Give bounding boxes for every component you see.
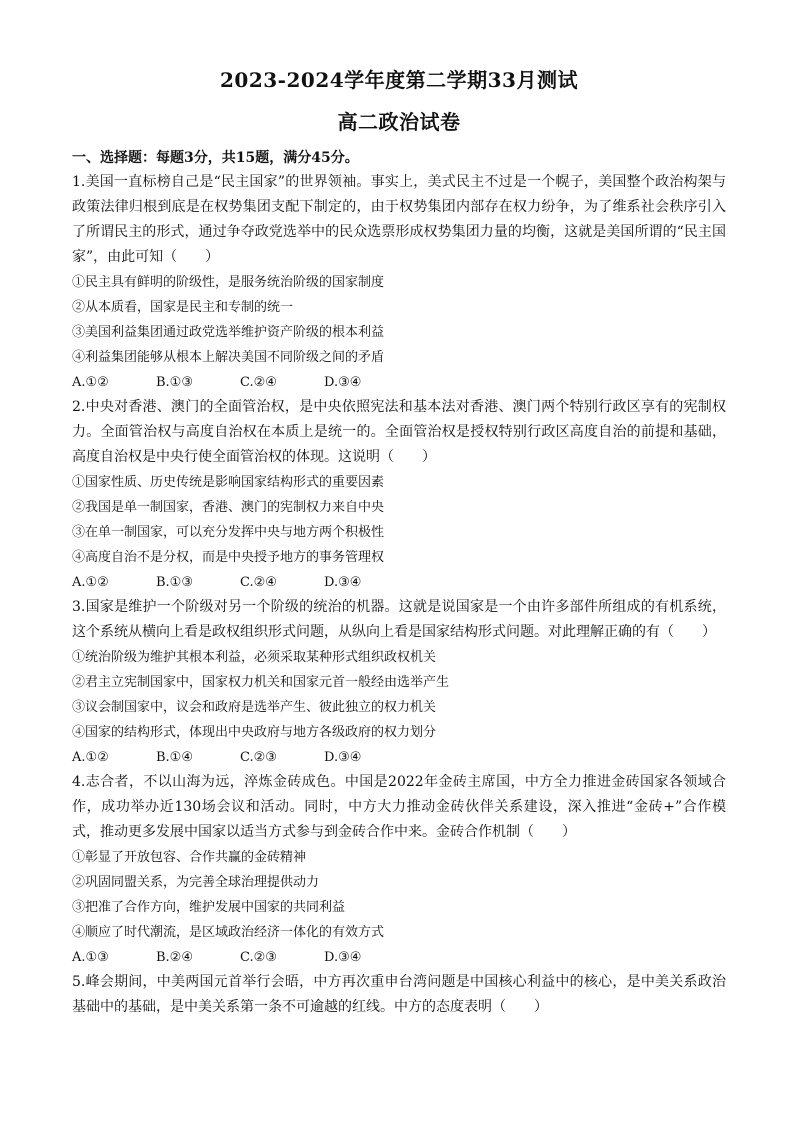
section-heading: 一、选择题：每题3分，共15题，满分45分。 <box>72 150 359 166</box>
option-item: ②巩固同盟关系，为完善全球治理提供动力 <box>72 875 320 890</box>
exam-subtitle: 高二政治试卷 <box>337 110 461 134</box>
question-stem: 5.峰会期间，中美两国元首举行会晤，中方再次重申台湾问题是中国核心利益中的核心，是中美关系政治基础中的基础，是中美关系第一条不可逾越的红线。中方的态度表明（ ） <box>72 974 726 1015</box>
choice-d: D.③④ <box>324 950 362 965</box>
choice-c: C.②③ <box>240 750 277 765</box>
question-2 <box>72 395 726 595</box>
option-item: ①国家性质、历史传统是影响国家结构形式的重要因素 <box>72 475 385 490</box>
question-stem: 3.国家是维护一个阶级对另一个阶级的统治的机器。这就是说国家是一个由许多部件所组成的有机系统，这个系统从横向上看是政权组织形式问题，从纵向上看是国家结构形式问题。对此理解正确的有（ ） <box>72 599 726 640</box>
choice-b: B.①④ <box>156 750 193 765</box>
choice-b: B.②④ <box>156 950 193 965</box>
answer-choices <box>72 945 726 970</box>
question-4 <box>72 770 726 970</box>
answer-choices <box>72 570 726 595</box>
option-item: ④顺应了时代潮流，是区域政治经济一体化的有效方式 <box>72 925 385 940</box>
question-stem: 4.志合者，不以山海为远，淬炼金砖成色。中国是2022年金砖主席国，中方全力推进金砖国家各领域合作，成功举办近130场会议和活动。同时，中方大力推动金砖伙伴关系建设，深入推进“金砖+”合作模式，推动更多发展中国家以适当方式参与到金砖合作中来。金砖合作机制（ ） <box>72 774 726 840</box>
option-item: ④利益集团能够从根本上解决美国不同阶级之间的矛盾 <box>72 350 385 365</box>
option-item: ③议会制国家中，议会和政府是选举产生、彼此独立的权力机关 <box>72 700 437 715</box>
option-item: ②从本质看，国家是民主和专制的统一 <box>72 300 294 315</box>
question-1 <box>72 170 726 395</box>
choice-d: D.③④ <box>324 750 362 765</box>
choice-b: B.①③ <box>156 575 193 590</box>
option-item: ④国家的结构形式，体现出中央政府与地方各级政府的权力划分 <box>72 725 437 740</box>
option-item: ①民主具有鲜明的阶级性，是服务统治阶级的国家制度 <box>72 275 385 290</box>
choice-a: A.①② <box>72 750 109 765</box>
exam-title: 2023-2024学年度第二学期33月测试 <box>220 68 578 92</box>
option-item: ②君主立宪制国家中，国家权力机关和国家元首一般经由选举产生 <box>72 675 450 690</box>
choice-b: B.①③ <box>156 375 193 390</box>
question-3 <box>72 595 726 770</box>
question-stem: 2.中央对香港、澳门的全面管治权，是中央依照宪法和基本法对香港、澳门两个特别行政区享有的宪制权力。全面管治权与高度自治权在本质上是统一的。全面管治权是授权特别行政区高度自治的前提和基础，高度自治权是中央行使全面管治权的体现。这说明（ ） <box>72 399 726 465</box>
option-item: ②我国是单一制国家，香港、澳门的宪制权力来自中央 <box>72 500 385 515</box>
option-item: ③美国利益集团通过政党选举维护资产阶级的根本利益 <box>72 325 385 340</box>
choice-a: A.①② <box>72 575 109 590</box>
question-stem: 1.美国一直标榜自己是“民主国家”的世界领袖。事实上，美式民主不过是一个幌子，美国整个政治构架与政策法律归根到底是在权势集团支配下制定的，由于权势集团内部存在权力纷争，为了维系社会秩序引入了所谓民主的形式，通过争夺政党选举中的民众选票形成权势集团力量的均衡，这就是美国所谓的“民主国家”，由此可知（ ） <box>72 174 726 265</box>
choice-d: D.③④ <box>324 375 362 390</box>
option-item: ①彰显了开放包容、合作共赢的金砖精神 <box>72 850 307 865</box>
option-item: ①统治阶级为维护其根本利益，必须采取某种形式组织政权机关 <box>72 650 437 665</box>
option-item: ③在单一制国家，可以充分发挥中央与地方两个积极性 <box>72 525 385 540</box>
choice-a: A.①② <box>72 375 109 390</box>
answer-choices <box>72 370 726 395</box>
choice-a: A.①③ <box>72 950 109 965</box>
choice-c: C.②④ <box>240 375 277 390</box>
choice-d: D.③④ <box>324 575 362 590</box>
option-item: ④高度自治不是分权，而是中央授予地方的事务管理权 <box>72 550 385 565</box>
answer-choices <box>72 745 726 770</box>
choice-c: C.②③ <box>240 950 277 965</box>
question-5 <box>72 970 726 1020</box>
option-item: ③把准了合作方向，维护发展中国家的共同利益 <box>72 900 346 915</box>
choice-c: C.②④ <box>240 575 277 590</box>
